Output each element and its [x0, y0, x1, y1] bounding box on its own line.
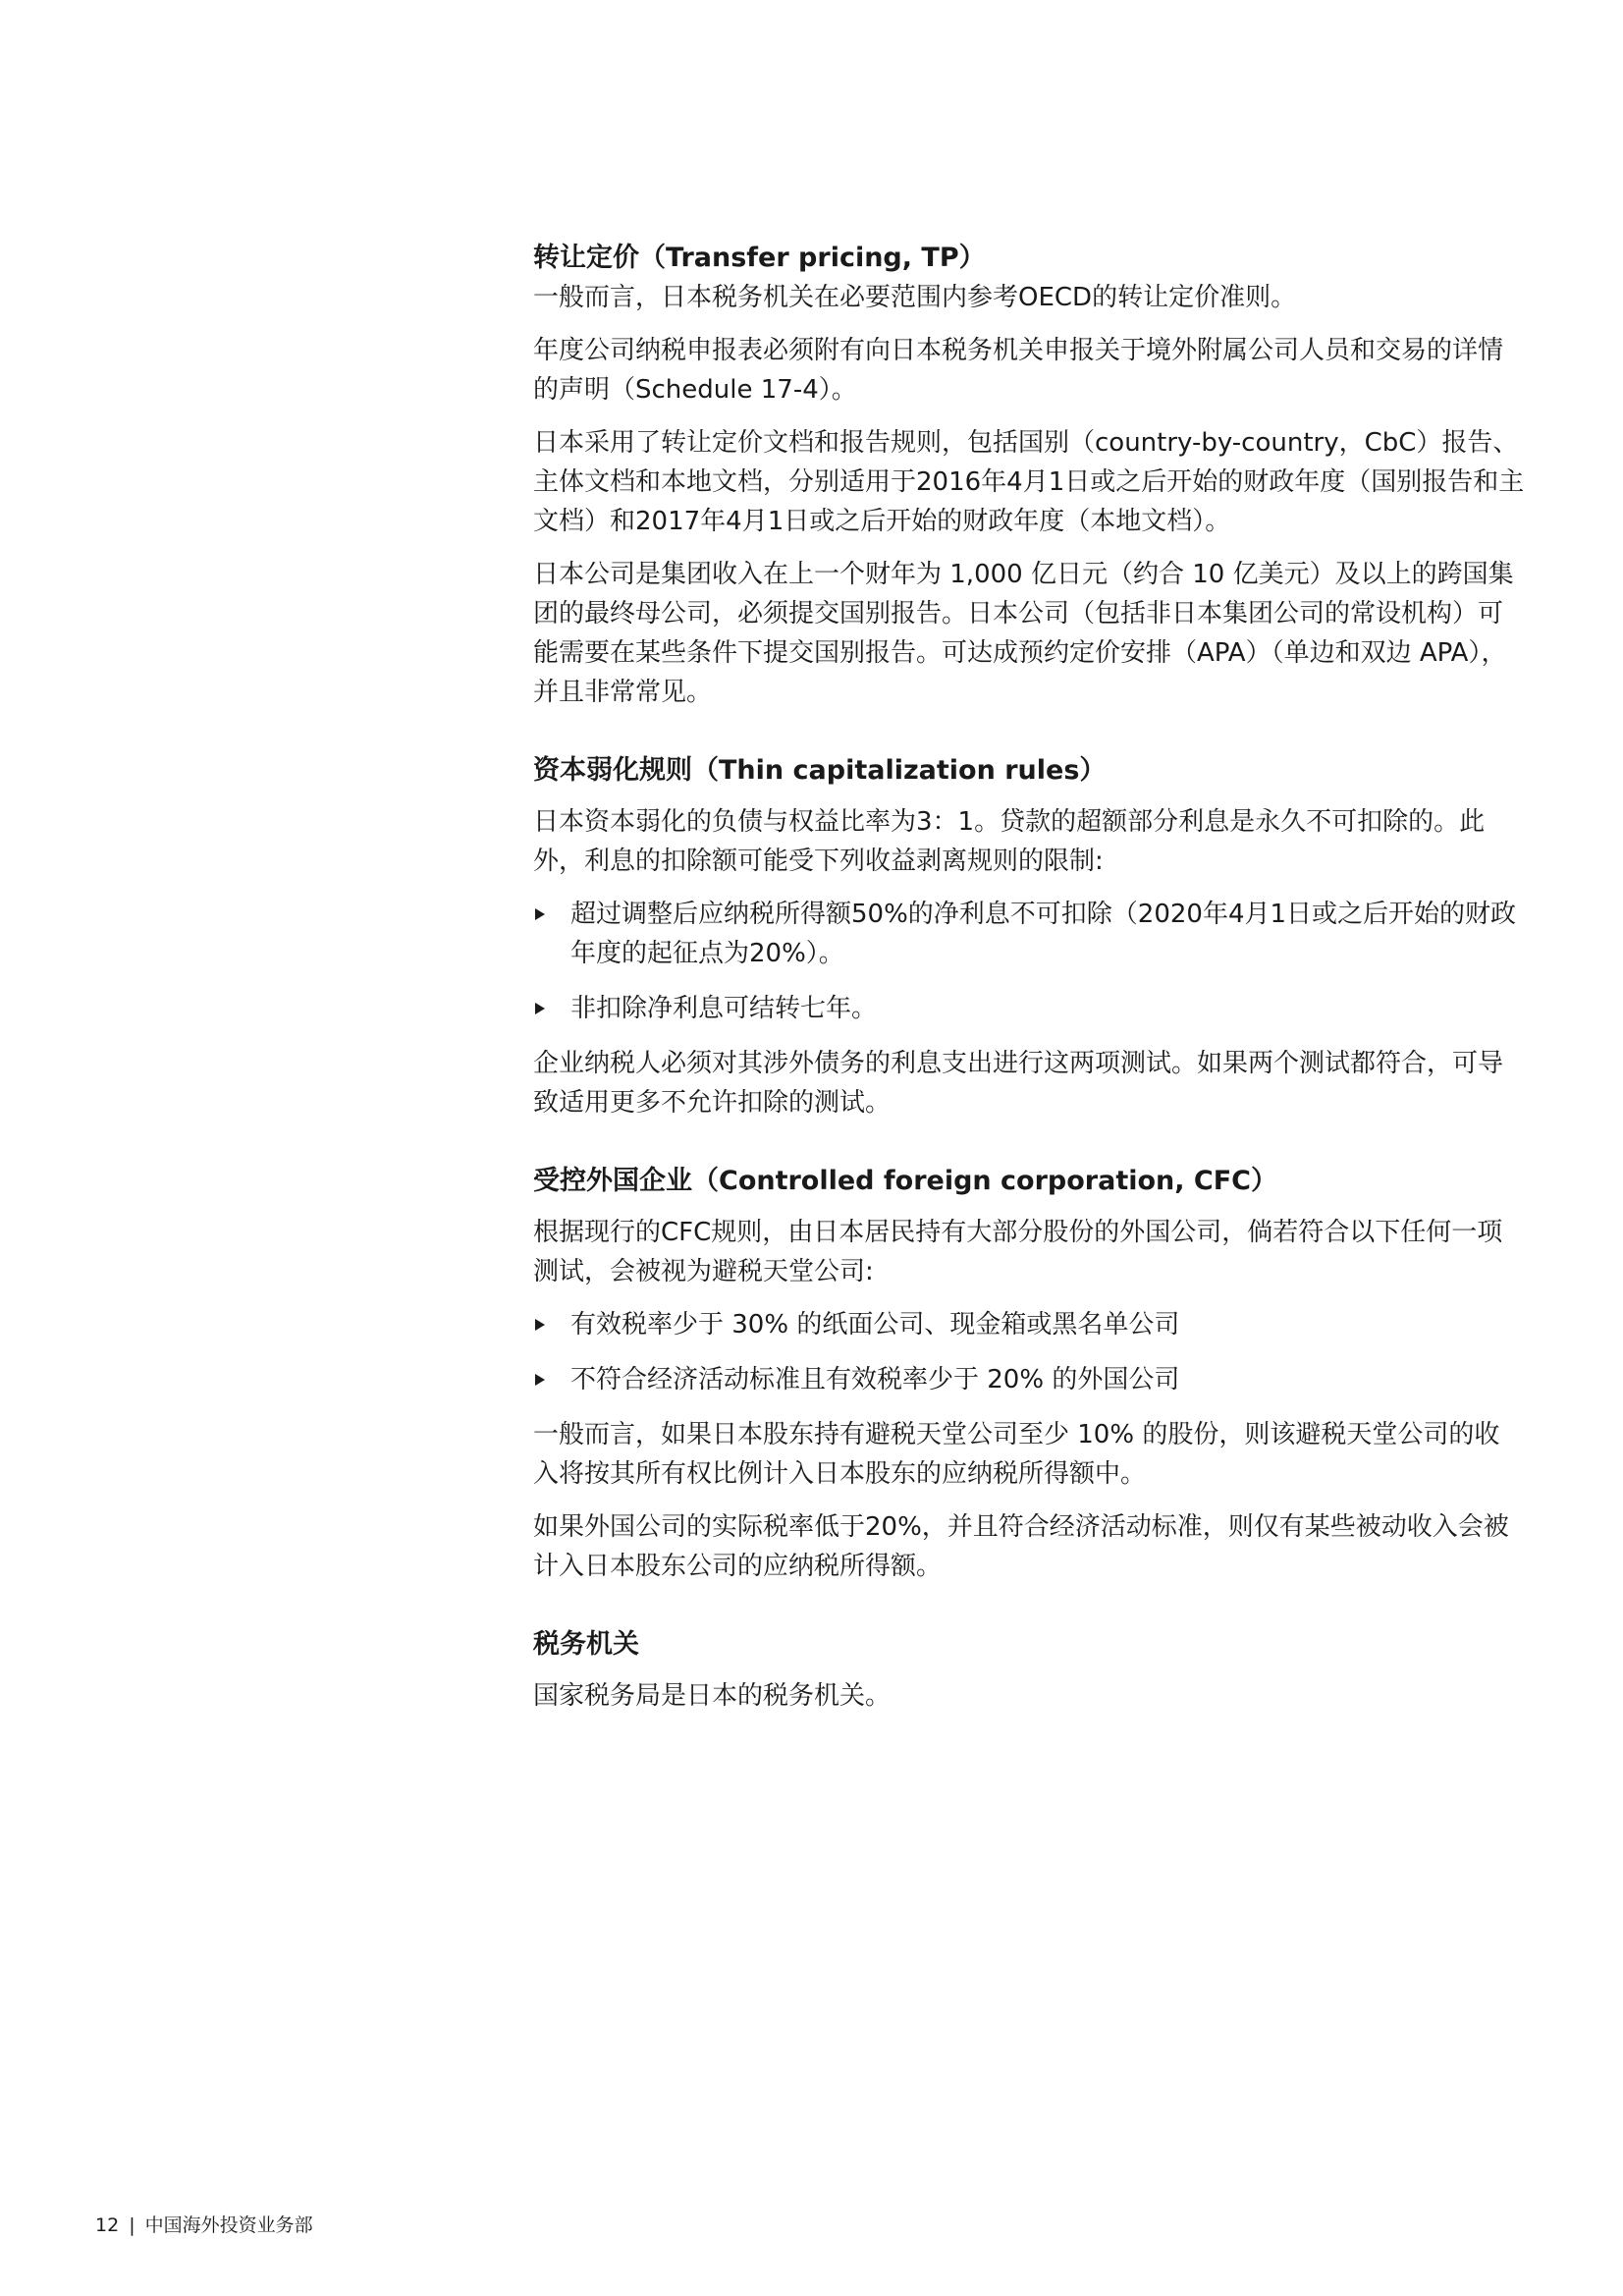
triangle-bullet-icon	[535, 1003, 545, 1014]
footer-separator: |	[129, 2214, 135, 2236]
paragraph: 一般而言，日本税务机关在必要范围内参考OECD的转让定价准则。	[533, 283, 1297, 312]
list-item	[533, 895, 1525, 973]
paragraph: 年度公司纳税申报表必须附有向日本税务机关申报关于境外附属公司人员和交易的详情的声明（Schedule 17-4）。	[533, 336, 1504, 405]
page-number: 12	[95, 2214, 120, 2236]
section-heading: 税务机关	[533, 1629, 639, 1660]
list-item-text: 不符合经济活动标准且有效税率少于 20% 的外国公司	[570, 1365, 1180, 1394]
section-heading: 资本弱化规则（Thin capitalization rules）	[533, 755, 1107, 786]
bullet-list	[533, 895, 1525, 1028]
paragraph: 日本资本弱化的负债与权益比率为3：1。贷款的超额部分利息是永久不可扣除的。此外，利息的扣除额可能受下列收益剥离规则的限制:	[533, 807, 1486, 876]
triangle-bullet-icon	[535, 1319, 545, 1331]
list-item-text: 超过调整后应纳税所得额50%的净利息不可扣除（2020年4月1日或之后开始的财政年度的起征点为20%）。	[570, 900, 1517, 968]
paragraph: 日本公司是集团收入在上一个财年为 1,000 亿日元（约合 10 亿美元）及以上的跨国集团的最终母公司，必须提交国别报告。日本公司（包括非日本集团公司的常设机构）可能需要在某些条件下提交国别报告。可达成预约定价安排（APA）（单边和双边 APA），并且非常常见。	[533, 560, 1514, 707]
section-heading: 转让定价（Transfer pricing, TP）	[533, 243, 986, 273]
list-item	[533, 1305, 1525, 1344]
section-thin-capitalization	[533, 751, 1525, 1122]
section-transfer-pricing	[533, 239, 1525, 712]
document-body	[533, 239, 1525, 1755]
list-item	[533, 989, 1525, 1028]
section-heading: 受控外国企业（Controlled foreign corporation, CFC）	[533, 1166, 1277, 1196]
section-cfc	[533, 1162, 1525, 1586]
paragraph: 企业纳税人必须对其涉外债务的利息支出进行这两项测试。如果两个测试都符合，可导致适用更多不允许扣除的测试。	[533, 1049, 1504, 1118]
list-item-text: 有效税率少于 30% 的纸面公司、现金箱或黑名单公司	[570, 1310, 1180, 1339]
bullet-list	[533, 1305, 1525, 1399]
paragraph: 根据现行的CFC规则，由日本居民持有大部分股份的外国公司，倘若符合以下任何一项测试，会被视为避税天堂公司:	[533, 1218, 1503, 1286]
footer-department: 中国海外投资业务部	[144, 2214, 313, 2236]
triangle-bullet-icon	[535, 908, 545, 920]
triangle-bullet-icon	[535, 1374, 545, 1386]
page-footer	[95, 2213, 313, 2238]
paragraph: 日本采用了转让定价文档和报告规则，包括国别（country-by-country，CbC）报告、主体文档和本地文档，分别适用于2016年4月1日或之后开始的财政年度（国别报告和主文档）和2017年4月1日或之后开始的财政年度（本地文档）。	[533, 428, 1525, 536]
list-item-text: 非扣除净利息可结转七年。	[570, 994, 878, 1023]
paragraph: 一般而言，如果日本股东持有避税天堂公司至少 10% 的股份，则该避税天堂公司的收入将按其所有权比例计入日本股东的应纳税所得额中。	[533, 1420, 1500, 1489]
paragraph: 国家税务局是日本的税务机关。	[533, 1681, 892, 1711]
paragraph: 如果外国公司的实际税率低于20%，并且符合经济活动标准，则仅有某些被动收入会被计入日本股东公司的应纳税所得额。	[533, 1512, 1509, 1581]
list-item	[533, 1360, 1525, 1399]
section-tax-authority	[533, 1625, 1525, 1716]
